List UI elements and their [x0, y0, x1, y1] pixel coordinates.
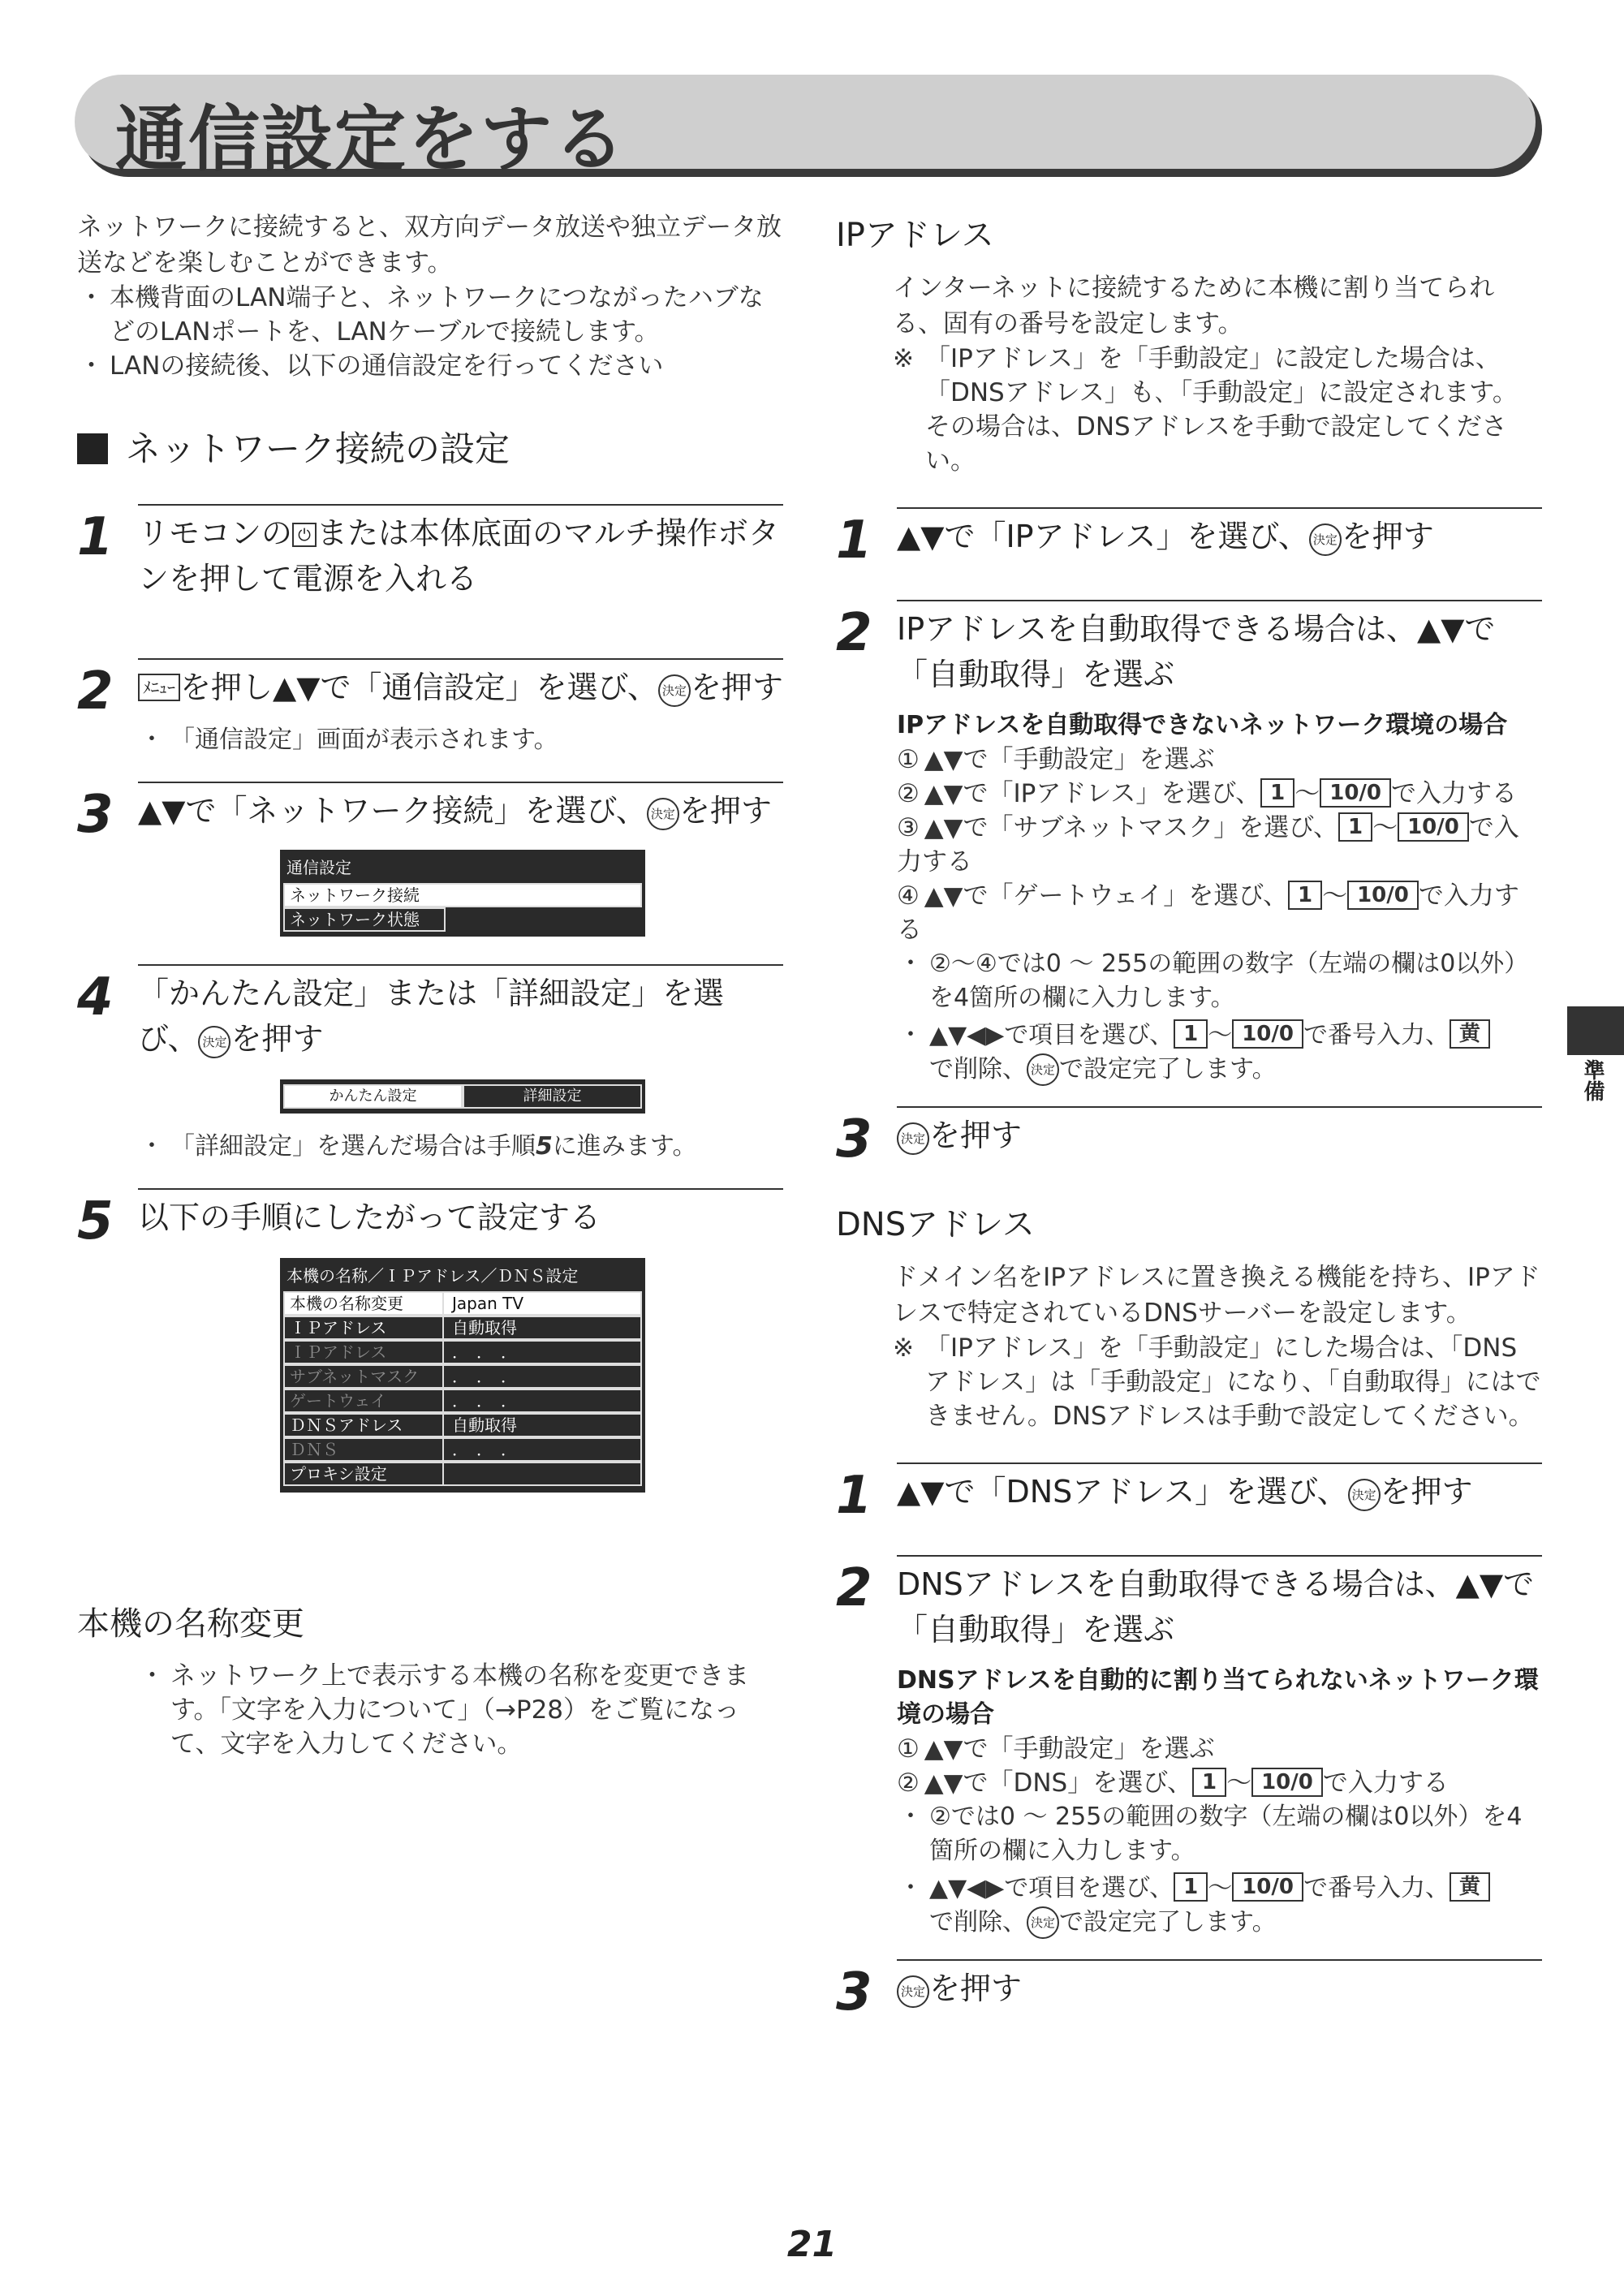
numbered-item: ② ▲▼で「IPアドレス」を選び、 1 ～ 10/0 で入力する — [897, 779, 1518, 808]
divider — [138, 782, 783, 783]
settings-row-value — [444, 1462, 642, 1486]
easy-setup-option[interactable]: かんたん設定 — [283, 1084, 463, 1109]
ok-button-icon: 決定 — [658, 674, 691, 707]
settings-row-label: ＩＰアドレス — [283, 1316, 444, 1340]
right-column — [836, 209, 1542, 2022]
settings-row-label: 本機の名称変更 — [283, 1291, 444, 1316]
settings-row-value: 自動取得 — [444, 1316, 642, 1340]
step-note: ・ 「通信設定」画面が表示されます。 — [138, 723, 783, 757]
comm-settings-screen — [280, 850, 645, 937]
step-4 — [77, 964, 783, 1164]
square-icon — [77, 433, 108, 464]
settings-row[interactable] — [283, 1291, 642, 1316]
input-note: ・ ▲▼◀▶で項目を選び、 1 ～ 10/0 で番号入力、 黄 で削除、 決定 で設定完了します。 — [897, 1872, 1542, 1940]
settings-row-label: ＩＰアドレス — [283, 1340, 444, 1364]
step-number: 5 — [77, 1191, 114, 1251]
ok-button-icon: 決定 — [1309, 523, 1342, 556]
step-number: 2 — [77, 661, 114, 722]
divider — [138, 658, 783, 660]
ip-step-3: 3 決定 を押す — [836, 1106, 1542, 1158]
number-key-icon: 1 — [1338, 812, 1372, 842]
step-1 — [77, 504, 783, 601]
dns-step-3: 3 決定 を押す — [836, 1959, 1542, 2011]
step-text: 「かんたん設定」または「詳細設定」を選び、 — [138, 976, 725, 1057]
menu-key-icon: ﾒﾆｭｰ — [138, 674, 180, 701]
menu-item-network-connection[interactable]: ネットワーク接続 — [283, 883, 642, 907]
settings-row[interactable] — [283, 1340, 642, 1364]
dns-description: ドメイン名をIPアドレスに置き換える機能を持ち、IPアドレスで特定されているDNSサーバーを設定します。 — [893, 1263, 1540, 1328]
numbered-item: ③ ▲▼で「サブネットマスク」を選び、 1 ～ 10/0 で入力する — [897, 813, 1519, 877]
number-key-icon: 10/0 — [1320, 778, 1391, 808]
ok-button-icon: 決定 — [897, 1975, 929, 2008]
settings-row[interactable] — [283, 1389, 642, 1413]
settings-row[interactable] — [283, 1364, 642, 1389]
dns-note: ※ 「IPアドレス」を「手動設定」にした場合は、「DNSアドレス」は「手動設定」になり、「自動取得」にはできません。DNSアドレスは手動で設定してください。 — [893, 1333, 1541, 1431]
step-number: 4 — [77, 967, 114, 1027]
settings-row-label: プロキシ設定 — [283, 1462, 444, 1486]
ok-button-icon: 決定 — [1027, 1053, 1059, 1086]
settings-row[interactable] — [283, 1437, 642, 1462]
range-note: ・ ②～④では0 ～ 255の範囲の数字（左端の欄は0以外）を4箇所の欄に入力します。 — [897, 947, 1542, 1015]
range-note: ・ ②では0 ～ 255の範囲の数字（左端の欄は0以外）を4箇所の欄に入力します。 — [897, 1800, 1542, 1868]
step-text: リモコンの — [138, 515, 293, 551]
side-tab-label: 準備 — [1580, 1059, 1605, 1101]
divider — [897, 507, 1542, 509]
divider — [897, 1959, 1542, 1961]
step-note: ・ 「詳細設定」を選んだ場合は手順5に進みます。 — [138, 1130, 783, 1164]
settings-row[interactable] — [283, 1462, 642, 1486]
step-text: または本体底面のマルチ操作ボタンを押して電源を入れる — [138, 515, 780, 597]
numbered-item: ② ▲▼で「DNS」を選び、 1 ～ 10/0 で入力する — [897, 1768, 1449, 1798]
side-tab-marker — [1567, 1006, 1624, 1055]
divider — [897, 600, 1542, 601]
screen-title: 通信設定 — [286, 858, 351, 877]
step-number: 1 — [77, 507, 114, 567]
settings-row[interactable] — [283, 1413, 642, 1437]
numbered-item: ④ ▲▼で「ゲートウェイ」を選び、 1 ～ 10/0 で入力する — [897, 881, 1519, 945]
settings-row-value: Japan TV — [444, 1291, 642, 1316]
ok-button-icon: 決定 — [198, 1026, 230, 1058]
dns-step-2 — [836, 1555, 1542, 1940]
ip-step-1: 1 ▲▼で「IPアドレス」を選び、 決定 を押す — [836, 507, 1542, 559]
setup-mode-screen — [280, 1079, 645, 1114]
step-text: を押す — [230, 1021, 324, 1057]
ok-button-icon: 決定 — [1027, 1906, 1059, 1939]
power-icon: ⏻ — [292, 523, 317, 547]
ip-step-2 — [836, 600, 1542, 1087]
divider — [897, 1462, 1542, 1464]
yellow-key-icon: 黄 — [1450, 1019, 1490, 1049]
number-key-icon: 10/0 — [1398, 812, 1469, 842]
step-text: DNSアドレスを自動取得できる場合は、▲▼で「自動取得」を選ぶ — [897, 1566, 1535, 1648]
subsection-heading: IPアドレス — [836, 217, 994, 254]
divider — [897, 1555, 1542, 1557]
settings-row-label: ＤＮＳ — [283, 1437, 444, 1462]
left-column — [77, 209, 783, 1761]
settings-row-label: ＤＮＳアドレス — [283, 1413, 444, 1437]
divider — [138, 504, 783, 506]
intro-bullet: ・ 本機背面のLAN端子と、ネットワークにつながったハブなどのLANポートを、LANケーブルで接続します。 — [77, 281, 783, 349]
step-number: 2 — [836, 603, 872, 663]
step-number: 3 — [77, 785, 114, 845]
subsection-heading: DNSアドレス — [836, 1206, 1035, 1243]
divider — [897, 1106, 1542, 1108]
step-number: 1 — [836, 510, 872, 571]
numbered-item: ① ▲▼で「手動設定」を選ぶ — [897, 1734, 1215, 1764]
case-title: DNSアドレスを自動的に割り当てられないネットワーク環境の場合 — [897, 1666, 1539, 1729]
ok-button-icon: 決定 — [1348, 1479, 1381, 1511]
settings-row[interactable] — [283, 1316, 642, 1340]
step-text: を押す — [690, 670, 783, 705]
page-number: 21 — [786, 2224, 838, 2265]
step-5 — [77, 1188, 783, 1493]
step-text: を押し▲▼で「通信設定」を選び、 — [180, 670, 658, 705]
number-key-icon: 1 — [1192, 1768, 1226, 1797]
settings-row-value: ． ． ． — [444, 1364, 642, 1389]
step-3 — [77, 782, 783, 937]
advanced-setup-option[interactable]: 詳細設定 — [463, 1084, 642, 1109]
settings-row-label: ゲートウェイ — [283, 1389, 444, 1413]
step-text: ▲▼で「ネットワーク接続」を選び、 — [138, 793, 647, 829]
step-2 — [77, 658, 783, 757]
divider — [138, 964, 783, 966]
input-note: ・ ▲▼◀▶で項目を選び、 1 ～ 10/0 で番号入力、 黄 で削除、 決定 で設定完了します。 — [897, 1019, 1542, 1087]
number-key-icon: 1 — [1288, 881, 1322, 910]
intro-text: ネットワークに接続すると、双方向データ放送や独立データ放送などを楽しむことができます。 — [77, 213, 782, 278]
intro-bullet: ・ LANの接続後、以下の通信設定を行ってください — [77, 349, 783, 383]
number-key-icon: 10/0 — [1347, 881, 1419, 910]
dns-step-1: 1 ▲▼で「DNSアドレス」を選び、 決定 を押す — [836, 1462, 1542, 1514]
number-key-icon: 10/0 — [1251, 1768, 1323, 1797]
page-title: 通信設定をする — [115, 97, 627, 181]
step-text: を押す — [678, 793, 772, 829]
yellow-key-icon: 黄 — [1450, 1872, 1490, 1902]
subsection-heading: 本機の名称変更 — [77, 1605, 304, 1643]
menu-item-network-status[interactable]: ネットワーク状態 — [283, 907, 446, 932]
settings-row-label: サブネットマスク — [283, 1364, 444, 1389]
ip-note: ※ 「IPアドレス」を「手動設定」に設定した場合は、「DNSアドレス」も､「手動設定」に設定されます。その場合は、DNSアドレスを手動で設定してください。 — [893, 344, 1518, 476]
settings-row-value: ． ． ． — [444, 1389, 642, 1413]
name-change-note: ・ ネットワーク上で表示する本機の名称を変更できます。「文字を入力について」（→P28）をご覧になって、文字を入力してください。 — [138, 1659, 783, 1761]
step-text: IPアドレスを自動取得できる場合は、▲▼で「自動取得」を選ぶ — [897, 611, 1496, 692]
settings-row-value: 自動取得 — [444, 1413, 642, 1437]
settings-row-value: ． ． ． — [444, 1437, 642, 1462]
ok-button-icon: 決定 — [897, 1122, 929, 1155]
section-heading: ネットワーク接続の設定 — [77, 422, 783, 472]
ok-button-icon: 決定 — [647, 798, 679, 830]
case-title: IPアドレスを自動取得できないネットワーク環境の場合 — [897, 711, 1508, 739]
step-number: 3 — [836, 1962, 872, 2022]
numbered-item: ① ▲▼で「手動設定」を選ぶ — [897, 745, 1215, 774]
step-number: 3 — [836, 1109, 872, 1170]
settings-row-value: ． ． ． — [444, 1340, 642, 1364]
ip-dns-settings-screen — [280, 1258, 645, 1493]
step-number: 2 — [836, 1558, 872, 1618]
step-text: 以下の手順にしたがって設定する — [138, 1200, 601, 1235]
divider — [138, 1188, 783, 1190]
step-number: 1 — [836, 1466, 872, 1526]
ip-description: インターネットに接続するために本機に割り当てられる、固有の番号を設定します。 — [893, 274, 1495, 338]
title-banner — [75, 75, 1536, 181]
screen-title: 本機の名称／ＩＰアドレス／ＤＮＳ設定 — [286, 1266, 579, 1286]
number-key-icon: 1 — [1260, 778, 1294, 808]
